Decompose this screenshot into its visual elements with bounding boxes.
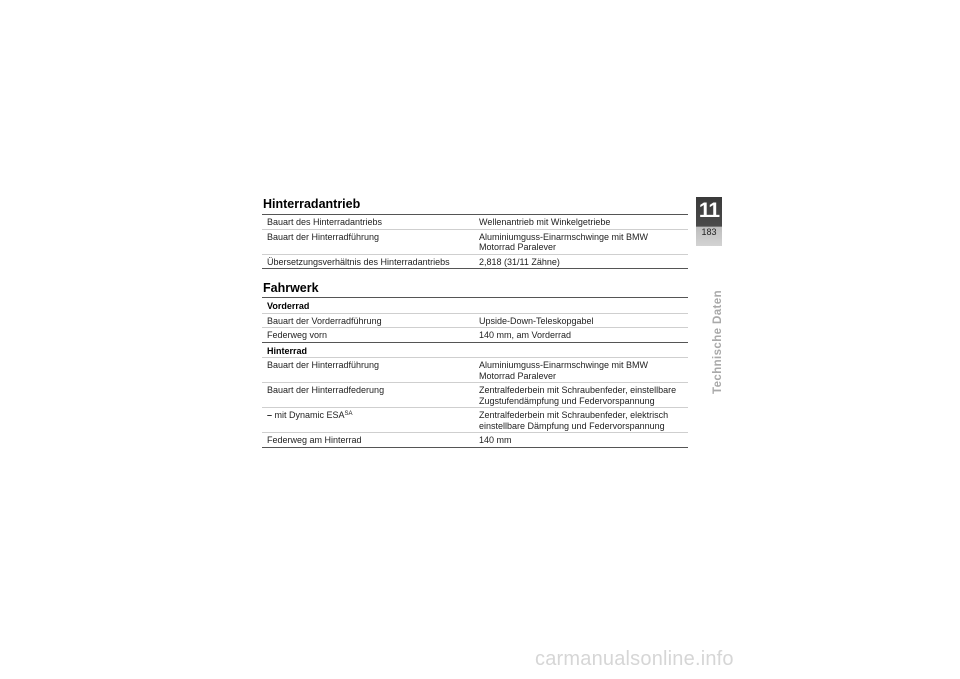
row-label: [262, 408, 474, 433]
table-row: [262, 254, 688, 269]
page-number: 183: [701, 227, 717, 237]
subheading-row: [262, 342, 688, 358]
table-row: [262, 408, 688, 433]
section-title-hinterradantrieb: Hinterradantrieb: [263, 197, 361, 211]
value-line: Motorrad Paralever: [479, 370, 557, 381]
subheading-vorderrad: Vorderrad: [262, 298, 688, 314]
table-row: [262, 229, 688, 254]
row-value: [474, 229, 688, 254]
table-row: [262, 433, 688, 448]
value-line: Zentralfederbein mit Schraubenfeder, einstellbare: [479, 385, 677, 395]
section-title-fahrwerk: Fahrwerk: [263, 281, 319, 295]
chapter-side-title: Technische Daten: [712, 290, 724, 394]
row-label: Bauart der Hinterradfederung: [262, 383, 474, 408]
row-label: Bauart der Hinterradführung: [262, 358, 474, 383]
value-line: Zentralfederbein mit Schraubenfeder, elektrisch: [479, 410, 669, 420]
row-label: Übersetzungsverhältnis des Hinterradantriebs: [262, 254, 474, 269]
fahrwerk-table: [262, 297, 688, 448]
value-line: Aluminiumguss-Einarmschwinge mit BMW: [479, 231, 649, 242]
value-line: einstellbare Dämpfung und Federvorspannung: [479, 420, 665, 431]
table-row: [262, 358, 688, 383]
watermark: carmanualsonline.info: [535, 648, 734, 670]
row-value: [474, 358, 688, 383]
value-line: Aluminiumguss-Einarmschwinge mit BMW: [479, 360, 649, 370]
row-label: Federweg vorn: [262, 328, 474, 343]
row-label-text: mit Dynamic ESA: [274, 410, 345, 420]
row-value: Upside-Down-Teleskopgabel: [474, 313, 688, 328]
subheading-row: [262, 298, 688, 314]
row-value: Wellenantrieb mit Winkelgetriebe: [474, 215, 688, 230]
row-label: Bauart des Hinterradantriebs: [262, 215, 474, 230]
row-value: 140 mm: [474, 433, 688, 448]
row-value: [474, 383, 688, 408]
value-line: Motorrad Paralever: [479, 242, 557, 252]
table-row: [262, 328, 688, 343]
hinterradantrieb-table: [262, 214, 688, 269]
subheading-hinterrad: Hinterrad: [262, 342, 688, 358]
sa-superscript: SA: [344, 411, 353, 417]
row-label: Bauart der Vorderradführung: [262, 313, 474, 328]
chapter-number: 11: [698, 199, 720, 222]
table-row: [262, 383, 688, 408]
dash-marker: –: [267, 410, 273, 420]
row-value: 140 mm, am Vorderrad: [474, 328, 688, 343]
row-label: Federweg am Hinterrad: [262, 433, 474, 448]
row-label: Bauart der Hinterradführung: [262, 229, 474, 254]
table-row: [262, 215, 688, 230]
row-value: [474, 408, 688, 433]
table-row: [262, 313, 688, 328]
value-line: Zugstufendämpfung und Federvorspannung: [479, 395, 655, 406]
row-value: 2,818 (31/11 Zähne): [474, 254, 688, 269]
